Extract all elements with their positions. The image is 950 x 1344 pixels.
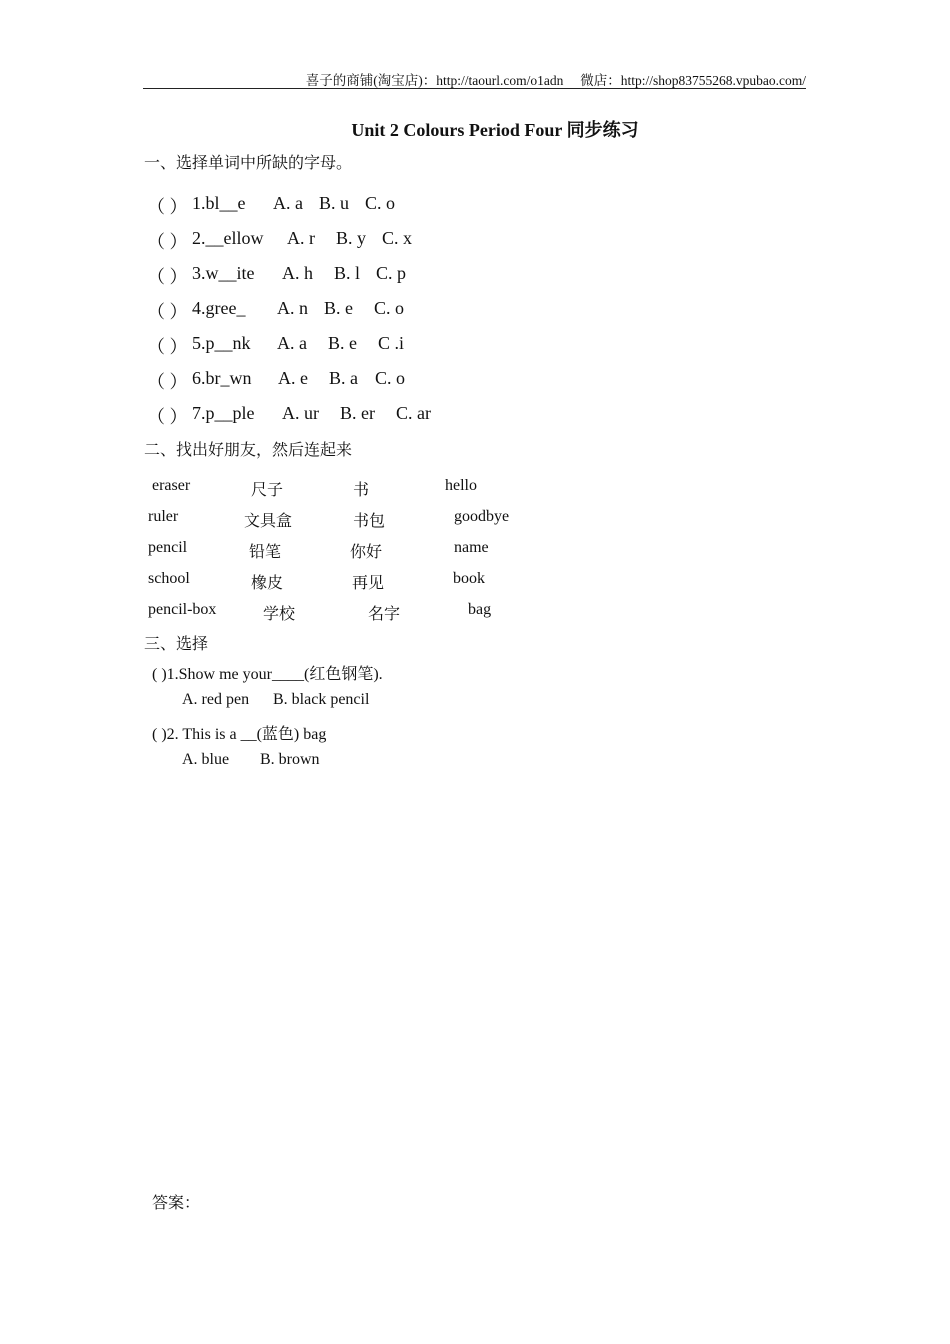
- option-a: A. ur: [282, 403, 319, 423]
- choice-option-a: A. red pen: [182, 691, 250, 708]
- option-c: C. ar: [396, 403, 431, 423]
- match-english-word: pencil-box: [148, 601, 217, 618]
- question-stem: 6.br_wn: [192, 368, 252, 388]
- match-english-word: goodbye: [454, 508, 510, 525]
- match-chinese-word: 再见: [352, 575, 385, 592]
- match-english-word: bag: [468, 601, 492, 618]
- match-english-word: ruler: [148, 508, 179, 525]
- answer-blank: （ ）: [147, 302, 188, 322]
- question-stem: 7.p__ple: [192, 403, 255, 423]
- match-chinese-word: 书: [353, 482, 370, 499]
- section1-heading: 一、选择单词中所缺的字母。: [144, 155, 353, 172]
- choice-question-1: ( )1.Show me your____(红色钢笔).: [152, 666, 383, 683]
- answer-blank: （ ）: [147, 197, 188, 217]
- choice-option-b: B. brown: [260, 751, 320, 768]
- option-a: A. a: [273, 193, 303, 213]
- option-c: C. x: [382, 228, 413, 248]
- choice-option-a: A. blue: [182, 751, 230, 768]
- match-english-word: name: [454, 539, 489, 556]
- question-stem: 4.gree_: [192, 298, 246, 318]
- choice-question-2: ( )2. This is a __(蓝色) bag: [152, 726, 327, 743]
- match-chinese-word: 文具盒: [244, 513, 293, 530]
- question-stem: 2.__ellow: [192, 228, 264, 248]
- option-a: A. n: [277, 298, 308, 318]
- option-c: C. o: [365, 193, 396, 213]
- match-chinese-word: 尺子: [251, 482, 284, 499]
- option-a: A. e: [278, 368, 308, 388]
- answer-blank: （ ）: [147, 407, 188, 427]
- page-title: Unit 2 Colours Period Four 同步练习: [351, 120, 639, 140]
- match-english-word: eraser: [152, 477, 191, 494]
- page-header: [143, 69, 806, 89]
- match-chinese-word: 书包: [353, 513, 386, 530]
- option-b: B. a: [329, 368, 358, 388]
- question-stem: 3.w__ite: [192, 263, 255, 283]
- answer-blank: （ ）: [147, 267, 188, 287]
- option-b: B. u: [319, 193, 350, 213]
- option-b: B. e: [324, 298, 353, 318]
- option-a: A. a: [277, 333, 307, 353]
- match-chinese-word: 名字: [368, 606, 401, 623]
- section2-heading: 二、找出好朋友，然后连起来: [144, 442, 353, 459]
- choice-option-b: B. black pencil: [273, 691, 370, 708]
- weidian-link-text: 微店：http://shop83755268.vpubao.com/: [580, 73, 806, 88]
- question-stem: 5.p__nk: [192, 333, 251, 353]
- option-a: A. r: [287, 228, 315, 248]
- section3-heading: 三、选择: [144, 636, 209, 653]
- option-c: C. o: [375, 368, 406, 388]
- answer-blank: （ ）: [147, 337, 188, 357]
- option-b: B. l: [334, 263, 361, 283]
- match-chinese-word: 学校: [263, 606, 296, 623]
- answer-blank: （ ）: [147, 372, 188, 392]
- answer-label: 答案：: [152, 1195, 201, 1212]
- match-chinese-word: 橡皮: [251, 575, 284, 592]
- match-english-word: school: [148, 570, 190, 587]
- match-english-word: pencil: [148, 539, 188, 556]
- match-chinese-word: 铅笔: [249, 544, 282, 561]
- shop-link-text: 喜子的商铺(淘宝店)：http://taourl.com/o1adn: [305, 73, 564, 88]
- option-b: B. er: [340, 403, 375, 423]
- option-c: C .i: [378, 333, 405, 353]
- option-c: C. p: [376, 263, 407, 283]
- answer-blank: （ ）: [147, 232, 188, 252]
- option-b: B. y: [336, 228, 367, 248]
- question-stem: 1.bl__e: [192, 193, 246, 213]
- match-english-word: hello: [445, 477, 477, 494]
- option-a: A. h: [282, 263, 313, 283]
- option-c: C. o: [374, 298, 405, 318]
- match-english-word: book: [453, 570, 485, 587]
- option-b: B. e: [328, 333, 357, 353]
- match-chinese-word: 你好: [350, 544, 383, 561]
